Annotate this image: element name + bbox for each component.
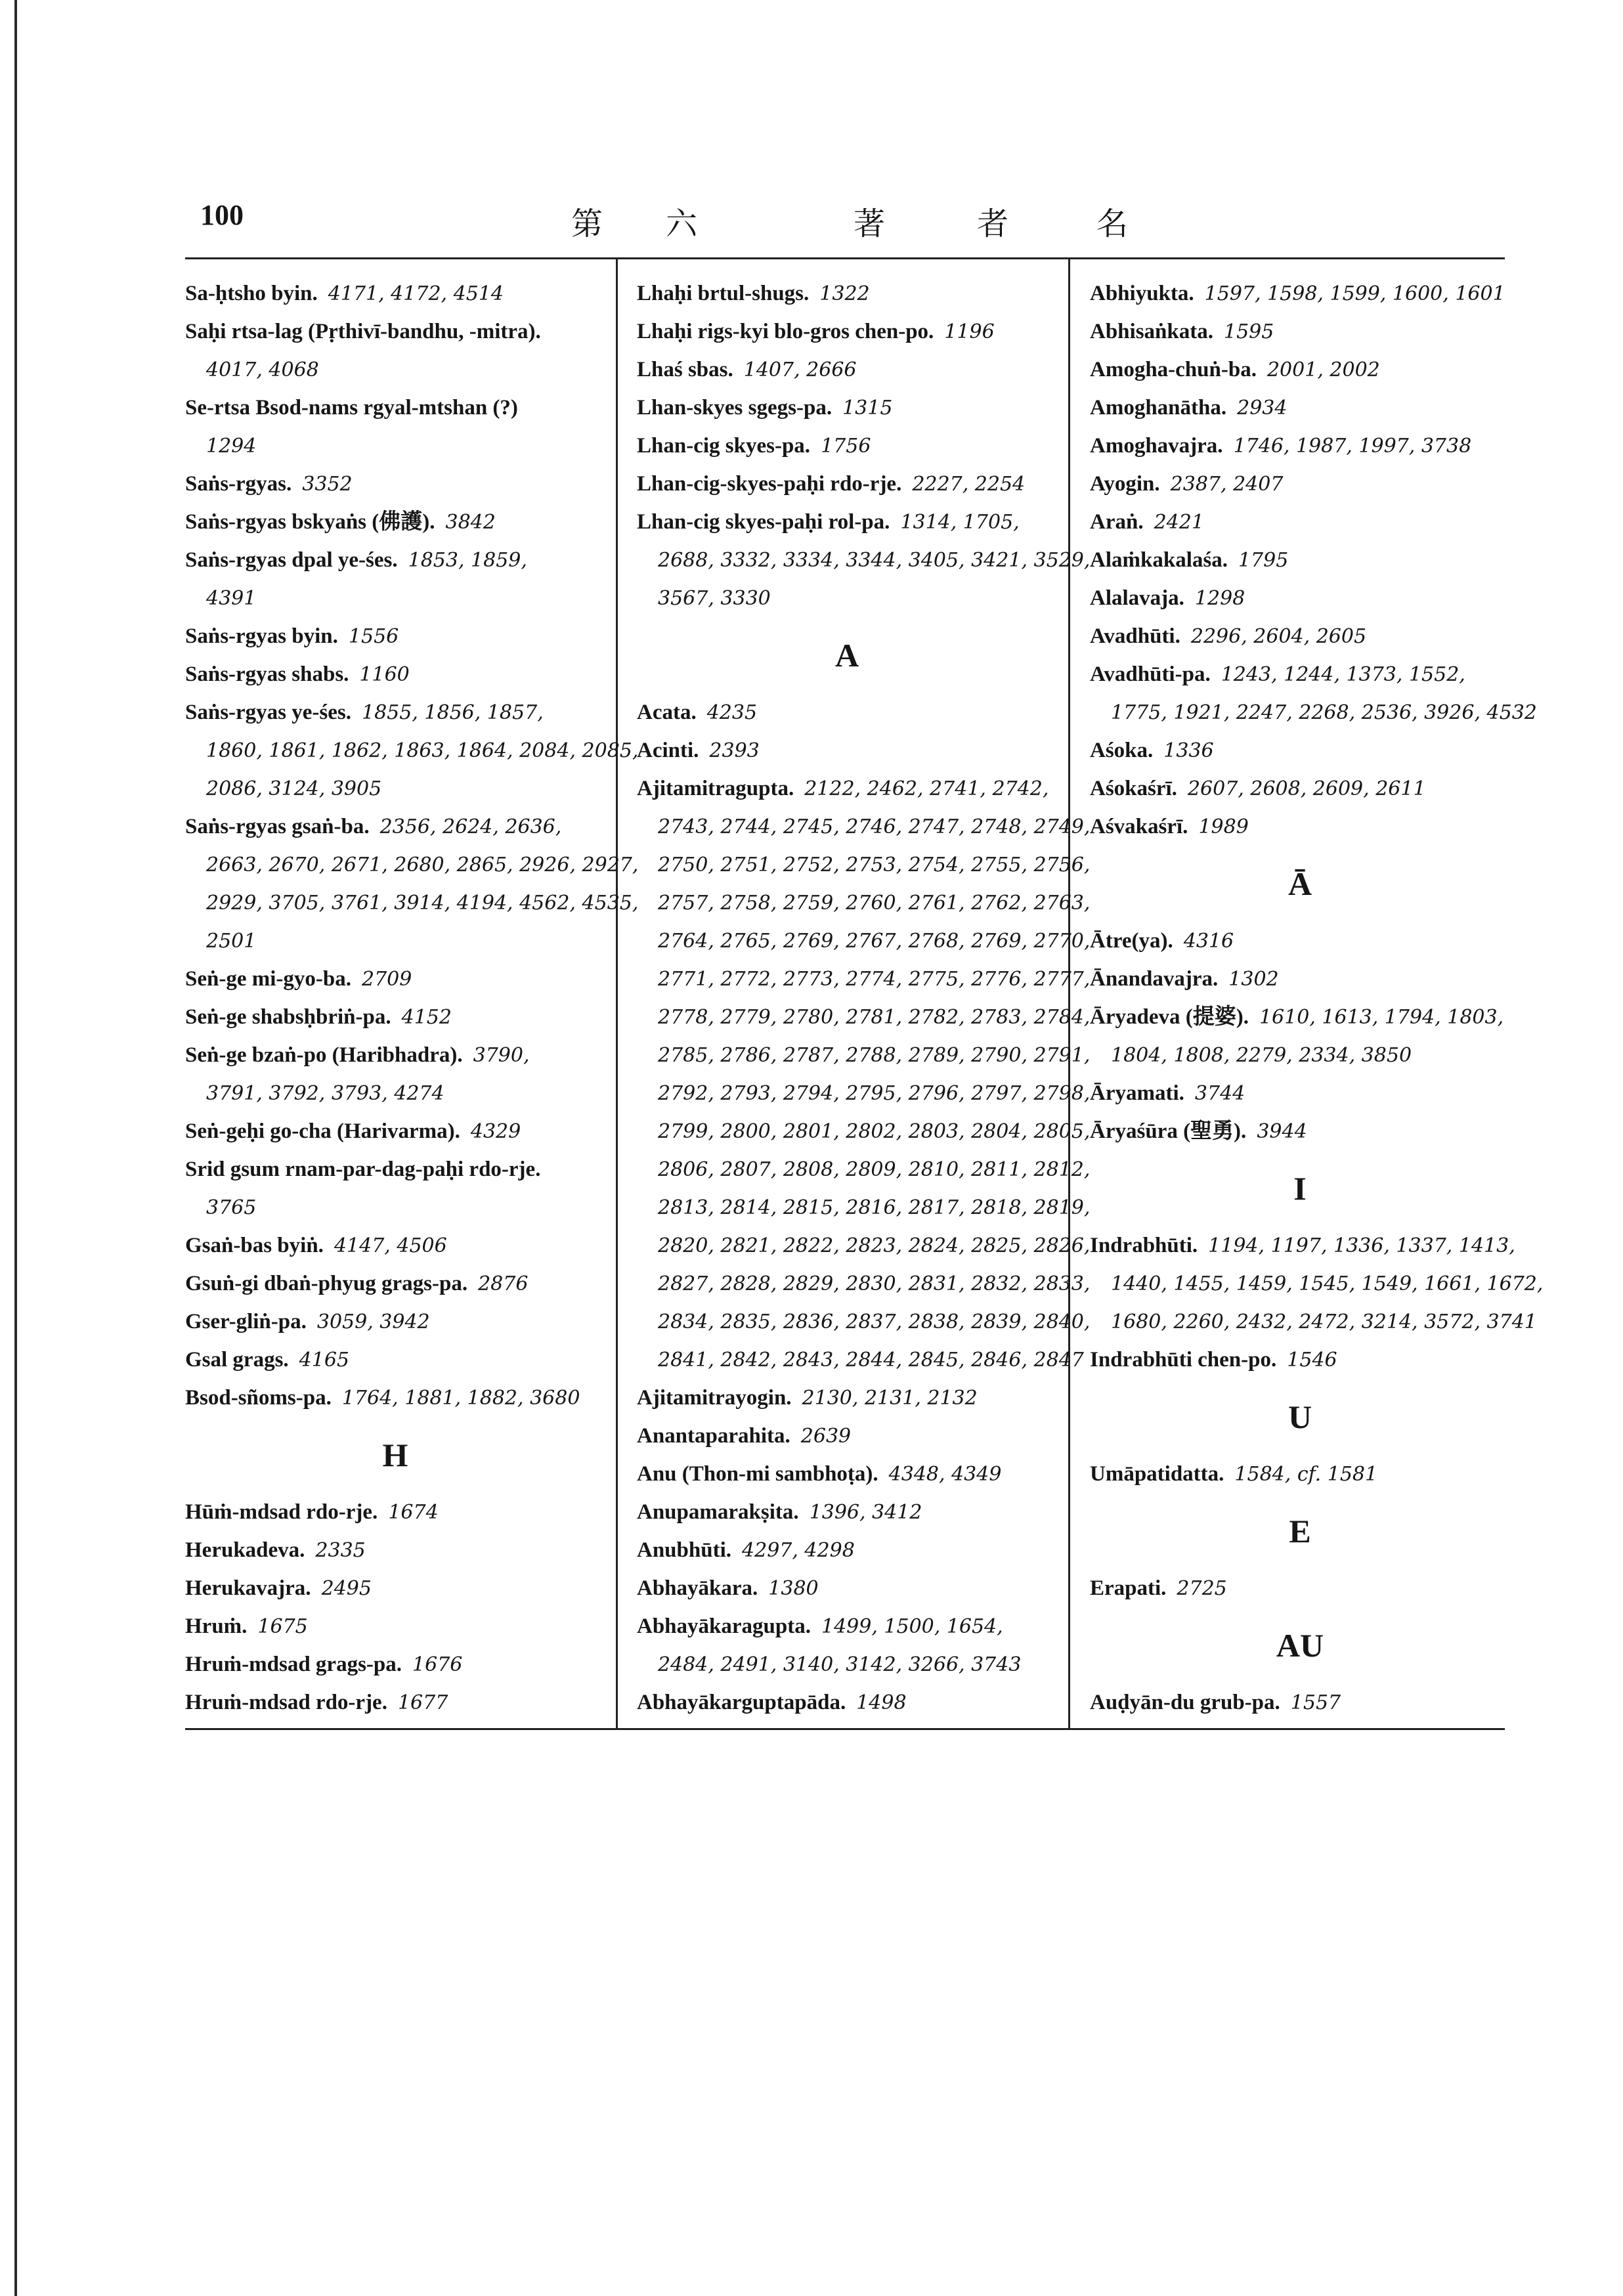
index-entry xyxy=(637,1607,1057,1645)
index-entry xyxy=(637,1379,1057,1417)
index-entry xyxy=(1090,579,1510,617)
title-char: 六 xyxy=(666,206,698,242)
index-entry xyxy=(185,1607,605,1645)
entry-numbers: 2778, 2779, 2780, 2781, 2782, 2783, 2784, xyxy=(658,1006,1091,1029)
entry-numbers: 2335 xyxy=(315,1539,366,1562)
entry-name: Herukadeva. xyxy=(185,1538,305,1562)
index-entry xyxy=(185,1036,605,1074)
entry-name: Gsal grags. xyxy=(185,1348,289,1372)
index-entry xyxy=(637,274,1057,313)
index-entry-continuation xyxy=(637,541,1091,579)
entry-numbers: 4348, 4349 xyxy=(888,1463,1002,1486)
entry-name: Anantaparahita. xyxy=(637,1424,790,1448)
entry-numbers: 4235 xyxy=(706,701,758,724)
entry-numbers: 1775, 1921, 2247, 2268, 2536, 3926, 4532 xyxy=(1111,701,1537,724)
entry-name: Bsod-sñoms-pa. xyxy=(185,1386,332,1410)
index-entry xyxy=(637,1417,1057,1455)
index-entry xyxy=(185,1265,605,1303)
entry-numbers: 2934 xyxy=(1237,397,1288,420)
entry-name: Aśvakaśrī. xyxy=(1090,815,1188,838)
entry-numbers: 2785, 2786, 2787, 2788, 2789, 2790, 2791, xyxy=(658,1044,1091,1067)
entry-numbers: 2827, 2828, 2829, 2830, 2831, 2832, 2833, xyxy=(658,1272,1091,1295)
entry-numbers: 1855, 1856, 1857, xyxy=(362,701,544,724)
entry-name: Lhan-cig-skyes-paḥi rdo-rje. xyxy=(637,472,902,496)
index-entry xyxy=(185,1379,605,1417)
entry-name: Ajitamitragupta. xyxy=(637,777,794,800)
index-entry xyxy=(637,769,1057,808)
index-entry-continuation xyxy=(637,1226,1091,1265)
index-entry-continuation xyxy=(637,579,1057,617)
entry-name: Gsaṅ-bas byiṅ. xyxy=(185,1234,324,1257)
index-entry xyxy=(1090,655,1510,693)
entry-numbers: 3842 xyxy=(445,511,496,534)
entry-name: Abhiyukta. xyxy=(1090,282,1194,305)
index-entry xyxy=(1090,351,1510,389)
index-entry xyxy=(637,351,1057,389)
entry-numbers: 1556 xyxy=(348,625,399,648)
entry-numbers: 2806, 2807, 2808, 2809, 2810, 2811, 2812, xyxy=(658,1158,1091,1181)
index-entry-continuation xyxy=(185,351,605,389)
entry-numbers: 1804, 1808, 2279, 2334, 3850 xyxy=(1111,1044,1412,1067)
entry-name: Alaṁkakalaśa. xyxy=(1090,548,1228,572)
entry-numbers: 1194, 1197, 1336, 1337, 1413, xyxy=(1208,1234,1515,1257)
entry-numbers: 1336 xyxy=(1163,739,1214,762)
column-divider-1 xyxy=(616,257,618,1728)
entry-numbers: 1610, 1613, 1794, 1803, xyxy=(1259,1006,1504,1029)
index-entry xyxy=(637,693,1057,731)
index-entry xyxy=(1090,960,1510,998)
entry-numbers: 3352 xyxy=(302,473,353,496)
index-entry xyxy=(1090,1112,1510,1150)
index-entry xyxy=(1090,731,1510,769)
title-char: 者 xyxy=(977,206,1009,242)
entry-name: Lhaḥi brtul-shugs. xyxy=(637,282,810,305)
entry-name: Srid gsum rnam-par-dag-paḥi rdo-rje. xyxy=(185,1158,541,1181)
entry-numbers: 2750, 2751, 2752, 2753, 2754, 2755, 2756, xyxy=(658,854,1091,877)
index-column-2 xyxy=(637,274,1091,1722)
entry-numbers: 2743, 2744, 2745, 2746, 2747, 2748, 2749, xyxy=(658,815,1091,838)
entry-name: Ātre(ya). xyxy=(1090,929,1173,953)
entry-numbers: 3765 xyxy=(206,1196,257,1219)
entry-name: Gsuṅ-gi dbaṅ-phyug grags-pa. xyxy=(185,1272,468,1295)
index-entry xyxy=(185,1150,605,1188)
entry-name: Seṅ-ge shabsḥbriṅ-pa. xyxy=(185,1005,391,1029)
title-char: 第 xyxy=(571,206,603,242)
entry-numbers: 2709 xyxy=(361,968,412,991)
index-entry-continuation xyxy=(185,769,605,808)
index-entry-continuation xyxy=(637,1341,1084,1379)
entry-numbers: 2663, 2670, 2671, 2680, 2865, 2926, 2927, xyxy=(206,854,639,877)
index-entry xyxy=(185,389,605,427)
index-entry xyxy=(637,731,1057,769)
index-entry xyxy=(185,1226,605,1265)
entry-numbers: 2688, 3332, 3334, 3344, 3405, 3421, 3529, xyxy=(658,549,1091,572)
index-entry-continuation xyxy=(637,1265,1091,1303)
index-entry-continuation xyxy=(1090,1303,1537,1341)
index-entry xyxy=(637,1683,1057,1722)
entry-name: Avadhūti. xyxy=(1090,624,1180,648)
entry-numbers: 2929, 3705, 3761, 3914, 4194, 4562, 4535, xyxy=(206,892,639,915)
entry-name: Abhayākara. xyxy=(637,1576,758,1600)
entry-name: Se-rtsa Bsod-nams rgyal-mtshan (?) xyxy=(185,396,518,420)
index-entry-continuation xyxy=(185,846,639,884)
page-number: 100 xyxy=(200,199,244,231)
index-entry-continuation xyxy=(637,960,1091,998)
entry-name: Gser-gliṅ-pa. xyxy=(185,1310,307,1333)
entry-numbers: 1853, 1859, xyxy=(408,549,527,572)
index-entry xyxy=(1090,541,1510,579)
entry-name: Indrabhūti. xyxy=(1090,1234,1198,1257)
entry-name: Ānandavajra. xyxy=(1090,967,1219,991)
entry-name: Amoghanātha. xyxy=(1090,396,1227,420)
index-entry xyxy=(637,313,1057,351)
entry-numbers: 3790, xyxy=(473,1044,530,1067)
entry-name: Saṅs-rgyas dpal ye-śes. xyxy=(185,548,398,572)
index-entry xyxy=(185,503,605,541)
index-column-3 xyxy=(1090,274,1544,1722)
entry-numbers: 1676 xyxy=(412,1653,463,1676)
entry-name: Saḥi rtsa-lag (Pṛthivī-bandhu, -mitra). xyxy=(185,320,541,343)
entry-name: Herukavajra. xyxy=(185,1576,311,1600)
entry-name: Avadhūti-pa. xyxy=(1090,662,1211,686)
index-entry xyxy=(1090,617,1510,655)
entry-numbers: 1302 xyxy=(1228,968,1279,991)
entry-name: Abhayākaragupta. xyxy=(637,1614,811,1638)
entry-numbers: 2876 xyxy=(478,1272,529,1295)
entry-name: Hruṁ-mdsad grags-pa. xyxy=(185,1653,402,1676)
index-entry xyxy=(637,389,1057,427)
entry-numbers: 1294 xyxy=(206,435,257,458)
index-entry xyxy=(185,960,605,998)
entry-numbers: 2393 xyxy=(709,739,760,762)
index-entry xyxy=(1090,1226,1515,1265)
entry-name: Hruṁ. xyxy=(185,1614,248,1638)
entry-name: Abhayākarguptapāda. xyxy=(637,1691,846,1714)
index-entry-continuation xyxy=(185,922,605,960)
entry-numbers: 1322 xyxy=(819,282,870,305)
index-entry xyxy=(1090,1455,1510,1493)
section-letter-heading: AU xyxy=(1276,1627,1324,1664)
index-entry xyxy=(1090,922,1510,960)
entry-numbers: 2421 xyxy=(1154,511,1204,534)
entry-numbers: 2725 xyxy=(1177,1577,1227,1600)
entry-name: Seṅ-ge bzaṅ-po (Haribhadra). xyxy=(185,1043,463,1067)
entry-numbers: 2296, 2604, 2605 xyxy=(1190,625,1367,648)
index-entry xyxy=(637,465,1057,503)
entry-numbers: 1314, 1705, xyxy=(900,511,1020,534)
entry-numbers: 1315 xyxy=(842,397,893,420)
index-entry-continuation xyxy=(637,1036,1091,1074)
entry-numbers: 2501 xyxy=(206,930,257,953)
entry-name: Anupamarakṣita. xyxy=(637,1500,799,1524)
entry-numbers: 2122, 2462, 2741, 2742, xyxy=(804,777,1049,800)
entry-numbers: 1597, 1598, 1599, 1600, 1601 xyxy=(1204,282,1505,305)
entry-name: Ajitamitrayogin. xyxy=(637,1386,792,1410)
index-entry xyxy=(1090,808,1510,846)
index-entry-continuation xyxy=(185,1188,605,1226)
index-entry xyxy=(185,1341,605,1379)
entry-name: Alalavaja. xyxy=(1090,586,1184,610)
entry-numbers: 2764, 2765, 2769, 2767, 2768, 2769, 2770, xyxy=(658,930,1091,953)
entry-numbers: 1764, 1881, 1882, 3680 xyxy=(341,1387,580,1410)
index-entry-continuation xyxy=(637,922,1091,960)
index-entry xyxy=(1090,465,1510,503)
entry-numbers: 1756 xyxy=(821,435,871,458)
entry-numbers: 2495 xyxy=(321,1577,372,1600)
index-entry xyxy=(185,1683,605,1722)
entry-name: Lhaś sbas. xyxy=(637,358,733,381)
index-entry xyxy=(185,1303,605,1341)
entry-numbers: 3791, 3792, 3793, 4274 xyxy=(206,1082,444,1105)
entry-numbers: 1396, 3412 xyxy=(809,1501,922,1524)
entry-name: Hūṁ-mdsad rdo-rje. xyxy=(185,1500,378,1524)
entry-name: Amoghavajra. xyxy=(1090,434,1223,458)
entry-name: Auḍyān-du grub-pa. xyxy=(1090,1691,1280,1714)
index-entry xyxy=(637,503,1057,541)
entry-numbers: 3567, 3330 xyxy=(658,587,771,610)
entry-numbers: 1380 xyxy=(768,1577,819,1600)
entry-numbers: 4316 xyxy=(1183,930,1234,953)
entry-numbers: 1680, 2260, 2432, 2472, 3214, 3572, 3741 xyxy=(1111,1310,1537,1333)
index-entry xyxy=(185,274,605,313)
entry-name: Aśokaśrī. xyxy=(1090,777,1177,800)
entry-name: Hruṁ-mdsad rdo-rje. xyxy=(185,1691,387,1714)
entry-numbers: 1243, 1244, 1373, 1552, xyxy=(1221,663,1465,686)
entry-numbers: 1746, 1987, 1997, 3738 xyxy=(1233,435,1472,458)
entry-numbers: 2387, 2407 xyxy=(1170,473,1284,496)
entry-numbers: 2130, 2131, 2132 xyxy=(802,1387,978,1410)
index-entry xyxy=(185,1493,605,1531)
index-entry xyxy=(1090,313,1510,351)
entry-numbers: 3744 xyxy=(1194,1082,1245,1105)
index-entry-continuation xyxy=(637,1112,1091,1150)
index-entry xyxy=(185,465,605,503)
index-entry xyxy=(637,1455,1057,1493)
entry-name: Saṅs-rgyas bskyaṅs (佛護). xyxy=(185,510,435,534)
entry-numbers: 1860, 1861, 1862, 1863, 1864, 2084, 2085, xyxy=(206,739,639,762)
index-entry xyxy=(185,693,605,731)
entry-name: Saṅs-rgyas ye-śes. xyxy=(185,701,351,724)
entry-name: Indrabhūti chen-po. xyxy=(1090,1348,1277,1372)
index-column-1 xyxy=(185,274,639,1722)
index-entry xyxy=(637,1531,1057,1569)
header-rule xyxy=(185,257,1505,259)
entry-numbers: 1584, cf. 1581 xyxy=(1234,1463,1378,1486)
section-letter-heading: E xyxy=(1289,1513,1311,1549)
entry-numbers: 2841, 2842, 2843, 2844, 2845, 2846, 2847 xyxy=(658,1349,1084,1372)
entry-numbers: 1298 xyxy=(1194,587,1245,610)
entry-numbers: 2639 xyxy=(800,1425,852,1448)
index-entry xyxy=(1090,274,1510,313)
section-letter-heading: A xyxy=(834,637,859,674)
entry-numbers: 4147, 4506 xyxy=(334,1234,447,1257)
entry-name: Erapati. xyxy=(1090,1576,1167,1600)
entry-numbers: 4297, 4298 xyxy=(742,1539,855,1562)
title-char: 著 xyxy=(854,206,886,242)
entry-numbers: 1557 xyxy=(1290,1691,1341,1714)
section-letter-heading: I xyxy=(1293,1170,1307,1207)
entry-numbers: 1677 xyxy=(397,1691,448,1714)
entry-numbers: 2771, 2772, 2773, 2774, 2775, 2776, 2777, xyxy=(658,968,1091,991)
entry-numbers: 2792, 2793, 2794, 2795, 2796, 2797, 2798, xyxy=(658,1082,1091,1105)
entry-numbers: 2356, 2624, 2636, xyxy=(379,815,562,838)
entry-name: Saṅs-rgyas gsaṅ-ba. xyxy=(185,815,370,838)
entry-numbers: 1498 xyxy=(856,1691,907,1714)
index-entry xyxy=(1090,1569,1510,1607)
index-entry xyxy=(185,313,605,351)
entry-name: Ayogin. xyxy=(1090,472,1160,496)
entry-name: Āryaśūra (聖勇). xyxy=(1090,1119,1247,1143)
entry-numbers: 1499, 1500, 1654, xyxy=(821,1615,1003,1638)
index-entry-continuation xyxy=(637,1074,1091,1112)
section-letter-heading: H xyxy=(382,1437,408,1473)
index-entry-continuation xyxy=(637,1188,1091,1226)
index-entry-continuation xyxy=(637,1303,1091,1341)
entry-numbers: 2813, 2814, 2815, 2816, 2817, 2818, 2819, xyxy=(658,1196,1091,1219)
index-entry-continuation xyxy=(185,731,639,769)
entry-numbers: 1674 xyxy=(388,1501,439,1524)
entry-name: Lhan-cig skyes-paḥi rol-pa. xyxy=(637,510,890,534)
entry-name: Lhan-skyes sgegs-pa. xyxy=(637,396,833,420)
index-entry xyxy=(185,1112,605,1150)
index-entry xyxy=(185,808,605,846)
entry-numbers: 2820, 2821, 2822, 2823, 2824, 2825, 2826, xyxy=(658,1234,1091,1257)
entry-numbers: 4152 xyxy=(401,1006,452,1029)
entry-name: Umāpatidatta. xyxy=(1090,1462,1224,1486)
index-entry xyxy=(1090,1341,1510,1379)
entry-numbers: 1440, 1455, 1459, 1545, 1549, 1661, 1672, xyxy=(1111,1272,1544,1295)
index-entry xyxy=(637,1569,1057,1607)
entry-name: Saṅs-rgyas byin. xyxy=(185,624,338,648)
index-entry-continuation xyxy=(185,579,605,617)
index-entry-continuation xyxy=(637,1645,1057,1683)
entry-numbers: 2227, 2254 xyxy=(912,473,1026,496)
index-entry xyxy=(1090,389,1510,427)
entry-name: Lhaḥi rigs-kyi blo-gros chen-po. xyxy=(637,320,934,343)
index-entry xyxy=(1090,998,1510,1036)
index-entry-continuation xyxy=(637,884,1091,922)
index-entry xyxy=(1090,503,1510,541)
entry-numbers: 2834, 2835, 2836, 2837, 2838, 2839, 2840, xyxy=(658,1310,1091,1333)
entry-numbers: 1160 xyxy=(359,663,410,686)
index-entry-continuation xyxy=(1090,693,1537,731)
index-entry xyxy=(185,1569,605,1607)
index-entry-continuation xyxy=(185,884,639,922)
index-entry-continuation xyxy=(637,808,1091,846)
entry-name: Abhisaṅkata. xyxy=(1090,320,1213,343)
index-entry-continuation xyxy=(637,846,1091,884)
title-char: 名 xyxy=(1096,206,1129,242)
index-entry xyxy=(1090,1074,1510,1112)
index-entry xyxy=(185,541,605,579)
index-entry-continuation xyxy=(1090,1036,1510,1074)
entry-name: Acata. xyxy=(637,701,697,724)
entry-name: Aśoka. xyxy=(1090,739,1154,762)
index-entry xyxy=(1090,769,1510,808)
entry-numbers: 1546 xyxy=(1287,1349,1337,1372)
entry-name: Amogha-chuṅ-ba. xyxy=(1090,358,1257,381)
index-entry xyxy=(637,427,1057,465)
entry-name: Āryamati. xyxy=(1090,1081,1184,1105)
entry-name: Saṅs-rgyas. xyxy=(185,472,292,496)
index-entry-continuation xyxy=(637,1150,1091,1188)
entry-numbers: 4017, 4068 xyxy=(206,358,319,381)
index-entry-continuation xyxy=(185,427,605,465)
entry-name: Seṅ-ge mi-gyo-ba. xyxy=(185,967,351,991)
index-entry-continuation xyxy=(185,1074,605,1112)
entry-numbers: 4171, 4172, 4514 xyxy=(328,282,504,305)
entry-numbers: 1595 xyxy=(1224,320,1274,343)
entry-name: Seṅ-geḥi go-cha (Harivarma). xyxy=(185,1119,460,1143)
index-entry xyxy=(185,998,605,1036)
footer-rule xyxy=(185,1728,1505,1730)
entry-numbers: 1795 xyxy=(1238,549,1289,572)
entry-name: Āryadeva (提婆). xyxy=(1090,1005,1249,1029)
entry-name: Saṅs-rgyas shabs. xyxy=(185,662,349,686)
index-entry xyxy=(1090,427,1510,465)
entry-name: Anubhūti. xyxy=(637,1538,732,1562)
entry-numbers: 1407, 2666 xyxy=(743,358,857,381)
index-entry-continuation xyxy=(637,998,1091,1036)
entry-numbers: 1675 xyxy=(257,1615,308,1638)
entry-numbers: 1989 xyxy=(1198,815,1249,838)
entry-numbers: 3059, 3942 xyxy=(316,1310,430,1333)
entry-name: Araṅ. xyxy=(1090,510,1144,534)
entry-name: Lhan-cig skyes-pa. xyxy=(637,434,811,458)
entry-numbers: 3944 xyxy=(1257,1120,1307,1143)
entry-numbers: 4329 xyxy=(470,1120,521,1143)
entry-numbers: 1196 xyxy=(944,320,995,343)
entry-numbers: 2086, 3124, 3905 xyxy=(206,777,382,800)
index-entry xyxy=(185,1645,605,1683)
index-entry xyxy=(185,617,605,655)
index-entry xyxy=(185,655,605,693)
page-header xyxy=(0,198,1623,244)
entry-numbers: 2757, 2758, 2759, 2760, 2761, 2762, 2763, xyxy=(658,892,1091,915)
entry-numbers: 2001, 2002 xyxy=(1266,358,1380,381)
index-entry xyxy=(637,1493,1057,1531)
entry-numbers: 4391 xyxy=(206,587,257,610)
entry-numbers: 4165 xyxy=(299,1349,350,1372)
index-entry xyxy=(1090,1683,1510,1722)
entry-numbers: 2484, 2491, 3140, 3142, 3266, 3743 xyxy=(658,1653,1022,1676)
section-letter-heading: Ā xyxy=(1288,865,1312,902)
entry-name: Anu (Thon-mi sambhoṭa). xyxy=(637,1462,878,1486)
index-entry-continuation xyxy=(1090,1265,1544,1303)
entry-name: Sa-ḥtsho byin. xyxy=(185,282,318,305)
entry-numbers: 2607, 2608, 2609, 2611 xyxy=(1187,777,1426,800)
page-edge-line xyxy=(14,0,17,2296)
section-letter-heading: U xyxy=(1288,1398,1312,1435)
index-entry xyxy=(185,1531,605,1569)
entry-numbers: 2799, 2800, 2801, 2802, 2803, 2804, 2805, xyxy=(658,1120,1091,1143)
entry-name: Acinti. xyxy=(637,739,699,762)
